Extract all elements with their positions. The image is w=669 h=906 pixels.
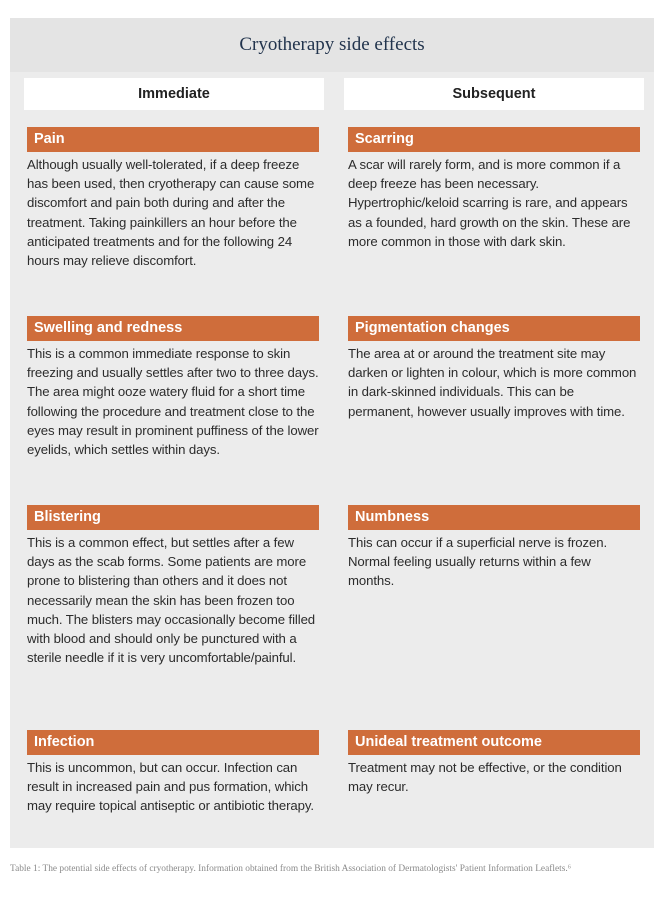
effect-heading: Pigmentation changes — [348, 316, 640, 341]
effect-heading: Numbness — [348, 505, 640, 530]
effect-pain — [27, 127, 319, 270]
effect-description: This can occur if a superficial nerve is frozen. Normal feeling usually returns within a few months. — [348, 535, 608, 589]
table-caption: Table 1: The potential side effects of cryotherapy. Information obtained from the British Association of Dermatologists' Patient Information Leaflets.⁶ — [10, 864, 572, 874]
effect-description: This is uncommon, but can occur. Infection can result in increased pain and pus formation, which may require topical antiseptic or antibiotic therapy. — [27, 760, 314, 814]
column-header-subsequent: Subsequent — [344, 78, 644, 110]
effect-description: Although usually well-tolerated, if a deep freeze has been used, then cryotherapy can cause some discomfort and pain both during and after the treatment. Taking painkillers an hour before the anticipated treatments and for the following 24 hours may relieve discomfort. — [27, 157, 315, 269]
effect-heading: Blistering — [27, 505, 319, 530]
effect-pigmentation-changes — [348, 316, 640, 421]
column-header-immediate: Immediate — [24, 78, 324, 110]
table-title: Cryotherapy side effects — [10, 18, 654, 72]
effect-description: A scar will rarely form, and is more common if a deep freeze has been necessary. Hypertrophic/keloid scarring is rare, and appears as a founded, hard growth on the skin. These are more common in those with dark skin. — [348, 157, 631, 249]
effect-blistering — [27, 505, 319, 667]
effect-numbness — [348, 505, 640, 591]
effect-scarring — [348, 127, 640, 251]
effect-heading: Infection — [27, 730, 319, 755]
effect-description: This is a common effect, but settles after a few days as the scab forms. Some patients are more prone to blistering than others and it does not necessarily mean the skin has been frozen too much. The blisters may occasionally become filled with blood and should only be punctured with a sterile needle if it is very uncomfortable/painful. — [27, 535, 316, 666]
effect-heading: Swelling and redness — [27, 316, 319, 341]
effect-infection — [27, 730, 319, 816]
effect-unideal-treatment-outcome — [348, 730, 640, 796]
effect-heading: Scarring — [348, 127, 640, 152]
side-effects-table — [10, 18, 654, 848]
effect-description: The area at or around the treatment site may darken or lighten in colour, which is more common in dark-skinned individuals. This can be permanent, however usually improves with time. — [348, 346, 637, 419]
effect-description: Treatment may not be effective, or the condition may recur. — [348, 760, 622, 795]
effect-heading: Pain — [27, 127, 319, 152]
effect-heading: Unideal treatment outcome — [348, 730, 640, 755]
effect-description: This is a common immediate response to skin freezing and usually settles after two to three days. The area might ooze watery fluid for a short time following the procedure and treatment close to the eyes may result in prominent puffiness of the lower eyelids, which settles within days. — [27, 346, 319, 458]
effect-swelling-and-redness — [27, 316, 319, 459]
